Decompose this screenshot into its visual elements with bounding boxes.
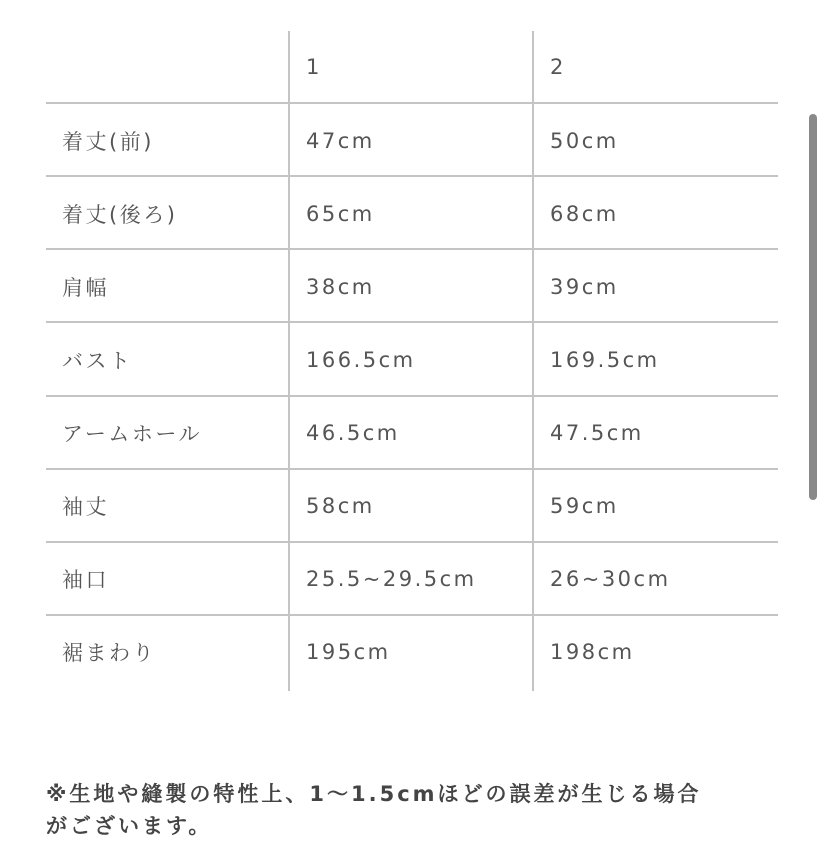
size-1-value: 195cm	[306, 639, 391, 664]
size-1-value: 65cm	[306, 201, 375, 226]
size-2-value: 68cm	[550, 201, 619, 226]
row-label: 着丈(前)	[62, 129, 154, 154]
table-row	[46, 177, 778, 250]
row-label: 着丈(後ろ)	[62, 202, 178, 227]
column-divider	[288, 31, 290, 691]
disclaimer-note	[46, 778, 702, 842]
row-divider	[46, 175, 778, 177]
header-cell-size-1: 1	[306, 55, 322, 79]
row-label: アームホール	[62, 421, 202, 446]
size-1-value: 58cm	[306, 493, 375, 518]
size-1-value: 166.5cm	[306, 347, 416, 372]
size-2-value: 50cm	[550, 128, 619, 153]
row-label: 袖丈	[62, 494, 109, 519]
size-2-value: 47.5cm	[550, 420, 644, 445]
row-divider	[46, 102, 778, 104]
table-row	[46, 469, 778, 542]
size-2-value: 169.5cm	[550, 347, 660, 372]
row-divider	[46, 395, 778, 397]
vertical-scrollbar[interactable]	[809, 114, 817, 500]
size-1-value: 25.5~29.5cm	[306, 566, 477, 591]
row-label: 肩幅	[62, 275, 109, 300]
row-label: 裾まわり	[62, 640, 156, 665]
row-divider	[46, 248, 778, 250]
size-1-value: 46.5cm	[306, 420, 400, 445]
table-row	[46, 615, 778, 688]
size-2-value: 39cm	[550, 274, 619, 299]
table-row	[46, 250, 778, 323]
table-row	[46, 104, 778, 177]
size-2-value: 26~30cm	[550, 566, 671, 591]
table-header-row	[46, 31, 778, 103]
row-label: バスト	[62, 348, 133, 373]
size-1-value: 47cm	[306, 128, 375, 153]
row-divider	[46, 614, 778, 616]
row-divider	[46, 321, 778, 323]
header-cell-size-2: 2	[550, 55, 566, 79]
size-2-value: 198cm	[550, 639, 635, 664]
size-2-value: 59cm	[550, 493, 619, 518]
size-table	[46, 31, 778, 691]
row-divider	[46, 468, 778, 470]
disclaimer-line-2: がございます。	[46, 814, 213, 838]
column-divider	[532, 31, 534, 691]
size-1-value: 38cm	[306, 274, 375, 299]
row-label: 袖口	[62, 567, 109, 592]
table-row	[46, 542, 778, 615]
disclaimer-line-1: ※生地や縫製の特性上、1〜1.5cmほどの誤差が生じる場合	[46, 782, 702, 806]
table-row	[46, 323, 778, 396]
row-divider	[46, 541, 778, 543]
table-row	[46, 396, 778, 469]
